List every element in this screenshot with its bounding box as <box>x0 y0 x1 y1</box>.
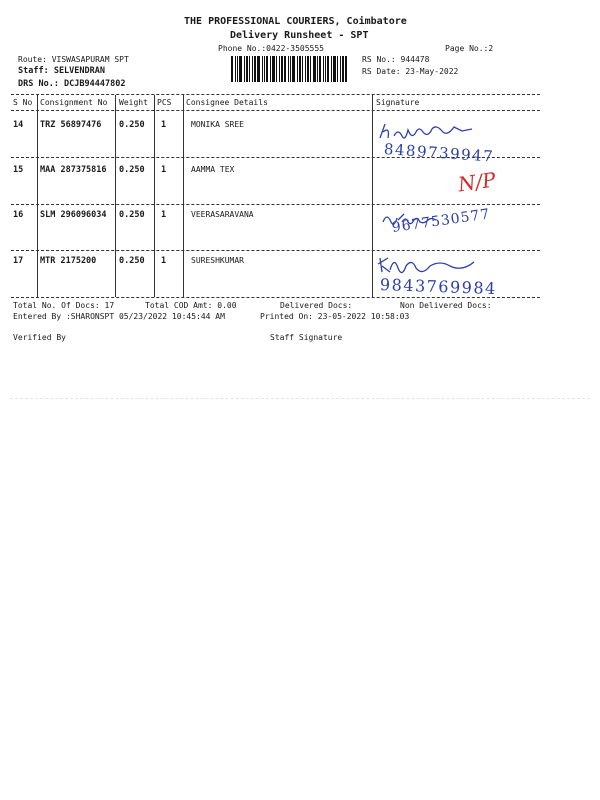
non-delivered-docs: Non Delivered Docs: <box>400 301 492 310</box>
row-consignee: SURESHKUMAR <box>191 256 244 265</box>
row-pcs: 1 <box>161 256 167 266</box>
barcode <box>231 56 351 82</box>
rs-number: RS No.: 944478 <box>362 55 430 64</box>
row-pcs: 1 <box>161 210 167 220</box>
delivered-docs: Delivered Docs: <box>280 301 353 310</box>
total-cod-amount: Total COD Amt: 0.00 <box>145 301 237 310</box>
col-header-pcs: PCS <box>157 98 172 107</box>
column-divider <box>115 95 116 297</box>
phone-number: Phone No.:0422-3505555 <box>218 44 324 53</box>
entered-by: Entered By :SHARONSPT 05/23/2022 10:45:44 AM <box>13 312 225 321</box>
company-name: THE PROFESSIONAL COURIERS, Coimbatore <box>184 16 407 27</box>
col-header-consignee: Consignee Details <box>186 98 268 107</box>
row-sno: 14 <box>13 120 24 130</box>
column-divider <box>183 95 184 297</box>
row-pcs: 1 <box>161 165 167 175</box>
row-consignee: AAMMA TEX <box>191 165 235 174</box>
col-header-consignment: Consignment No <box>40 98 108 107</box>
signature-scribble <box>376 254 496 276</box>
handwritten-phone: 8489739947 <box>383 140 495 166</box>
row-consignment: MTR 2175200 <box>40 256 97 266</box>
row-sno: 16 <box>13 210 24 220</box>
handwritten-not-present-note: N/P <box>456 167 498 197</box>
page-number: Page No.:2 <box>445 44 494 53</box>
row-weight: 0.250 <box>119 120 145 130</box>
scan-artifact-line <box>10 398 590 399</box>
row-consignment: MAA 287375816 <box>40 165 107 175</box>
rs-date: RS Date: 23-May-2022 <box>362 67 459 76</box>
row-consignee: VEERASARAVANA <box>191 210 254 219</box>
printed-on: Printed On: 23-05-2022 10:58:03 <box>260 312 410 321</box>
col-header-signature: Signature <box>376 98 420 107</box>
column-divider <box>154 95 155 297</box>
staff-signature-label: Staff Signature <box>270 333 343 342</box>
row-pcs: 1 <box>161 120 167 130</box>
row-sno: 15 <box>13 165 24 175</box>
drs-number: DRS No.: DCJB94447802 <box>18 79 126 89</box>
col-header-weight: Weight <box>119 98 148 107</box>
handwritten-phone: 9843769984 <box>379 275 498 299</box>
verified-by-label: Verified By <box>13 333 66 342</box>
row-weight: 0.250 <box>119 165 145 175</box>
row-weight: 0.250 <box>119 210 145 220</box>
document-title: Delivery Runsheet - SPT <box>230 30 369 41</box>
handwritten-phone: 9677530577 <box>390 206 492 236</box>
row-weight: 0.250 <box>119 256 145 266</box>
row-sno: 17 <box>13 256 24 266</box>
row-consignee: MONIKA SREE <box>191 120 244 129</box>
column-divider <box>372 95 373 297</box>
row-separator <box>11 204 540 205</box>
staff-label: Staff: SELVENDRAN <box>18 66 105 76</box>
column-divider <box>37 95 38 297</box>
row-consignment: TRZ 56897476 <box>40 120 102 130</box>
col-header-sno: S No <box>13 98 33 107</box>
header-bottom-rule <box>11 110 540 111</box>
total-docs: Total No. Of Docs: 17 <box>13 301 115 310</box>
table-bottom-rule <box>11 297 540 298</box>
table-top-rule <box>11 94 540 95</box>
row-separator <box>11 250 540 251</box>
route-label: Route: VISWASAPURAM SPT <box>18 55 129 64</box>
row-consignment: SLM 296096034 <box>40 210 107 220</box>
